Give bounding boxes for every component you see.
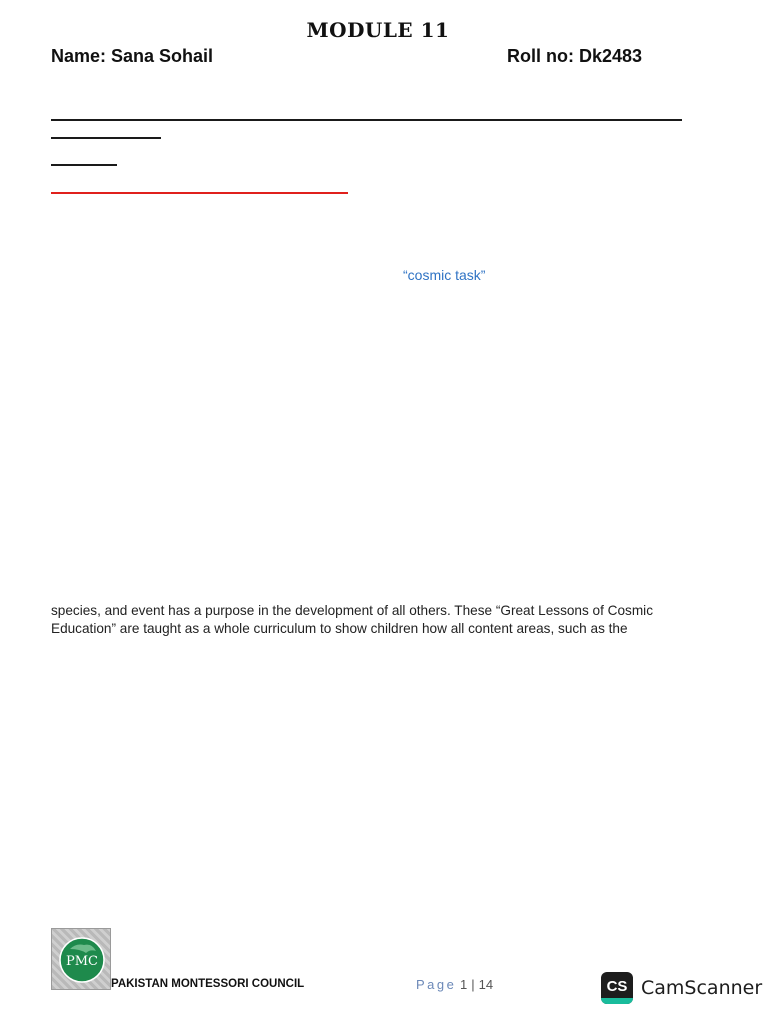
page-number-footer (416, 977, 493, 992)
red-rule-line (51, 192, 348, 194)
rule-line-3 (51, 164, 117, 166)
total-pages: 14 (478, 977, 494, 992)
current-page: 1 (460, 977, 468, 992)
cosmic-task-quote: “cosmic task” (403, 267, 486, 283)
module-title: MODULE 11 (306, 18, 450, 42)
camscanner-label: CamScanner (641, 977, 763, 999)
logo-text: PMC (65, 954, 99, 969)
rule-line-2 (51, 137, 161, 139)
camscanner-badge-text: CS (606, 977, 628, 995)
rule-line-1 (51, 119, 682, 121)
roll-number: Roll no: Dk2483 (507, 46, 643, 66)
paragraph-line: species, and event has a purpose in the development of all others. These “Great Lessons of Cosmic (51, 603, 653, 618)
camscanner-logo-icon (601, 972, 633, 1004)
page-word: Page (416, 977, 457, 992)
pmc-logo (51, 928, 111, 990)
student-name: Name: Sana Sohail (51, 46, 214, 66)
camscanner-watermark (601, 971, 762, 1005)
body-paragraph (51, 602, 691, 638)
page-separator: | (471, 977, 475, 992)
council-name: PAKISTAN MONTESSORI COUNCIL (111, 978, 305, 990)
paragraph-line: Education” are taught as a whole curriculum to show children how all content areas, such as the (51, 621, 628, 636)
